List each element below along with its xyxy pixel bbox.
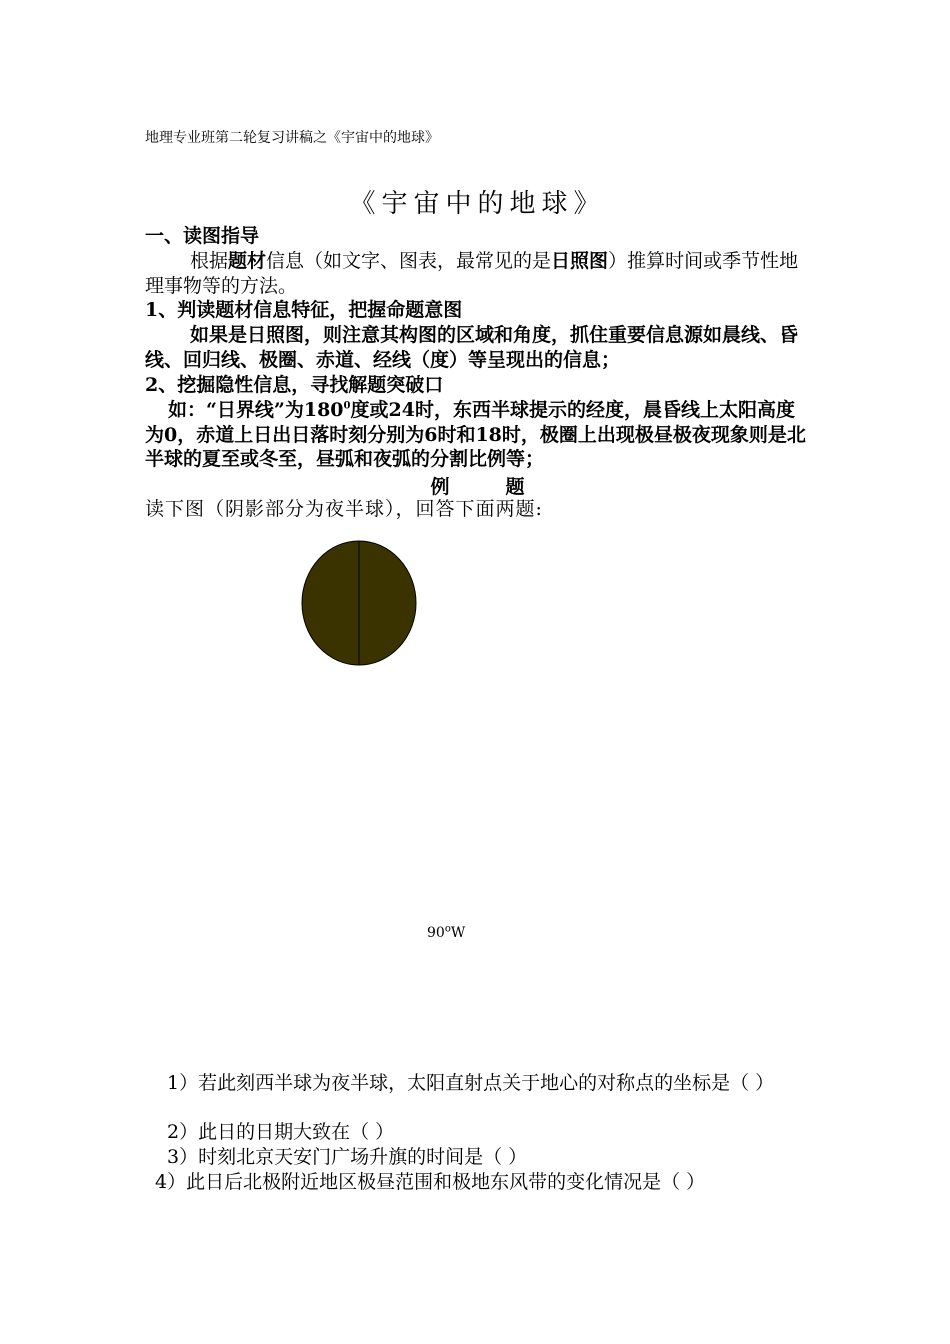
question-2: 2）此日的日期大致在（ ） bbox=[167, 1121, 395, 1143]
point2-text: 如：“日界线”为$180^0$度或24时，东西半球提示的经度，晨昏线上太阳高度为0，赤道上日出日落时刻分别为6时和18时，极圈上出现极昼极夜现象则是北半球的夏至或冬至，昼弧和夜弧的分割比例等； bbox=[145, 399, 806, 470]
example-instruction: 读下图（阴影部分为夜半球），回答下面两题: bbox=[145, 498, 543, 520]
question-3: 3）时刻北京天安门广场升旗的时间是（ ） bbox=[167, 1146, 528, 1168]
question-1: 1）若此刻西半球为夜半球，太阳直射点关于地心的对称点的坐标是（ ） bbox=[167, 1072, 775, 1094]
example-label: 例题 bbox=[430, 476, 581, 498]
document-header: 地理专业班第二轮复习讲稿之《宇宙中的地球》 bbox=[145, 130, 439, 146]
point1-text: 如果是日照图，则注意其构图的区域和角度，抓住重要信息源如晨线、昏线、回归线、极圈、赤道、经线（度）等呈现出的信息； bbox=[145, 324, 799, 371]
document-title: 《宇宙中的地球》 bbox=[349, 189, 606, 219]
point1-heading: 1、判读题材信息特征，把握命题意图 bbox=[145, 299, 463, 321]
longitude-label: 90$^o$W bbox=[427, 923, 466, 941]
point2-heading: 2、挖掘隐性信息，寻找解题突破口 bbox=[145, 374, 444, 396]
earth-illumination-diagram bbox=[300, 538, 418, 668]
section-intro: 根据题材信息（如文字、图表，最常见的是日照图）推算时间或季节性地理事物等的方法。 bbox=[145, 250, 799, 297]
question-4: 4）此日后北极附近地区极昼范围和极地东风带的变化情况是（ ） bbox=[155, 1171, 706, 1193]
section-heading: 一、读图指导 bbox=[145, 225, 260, 247]
